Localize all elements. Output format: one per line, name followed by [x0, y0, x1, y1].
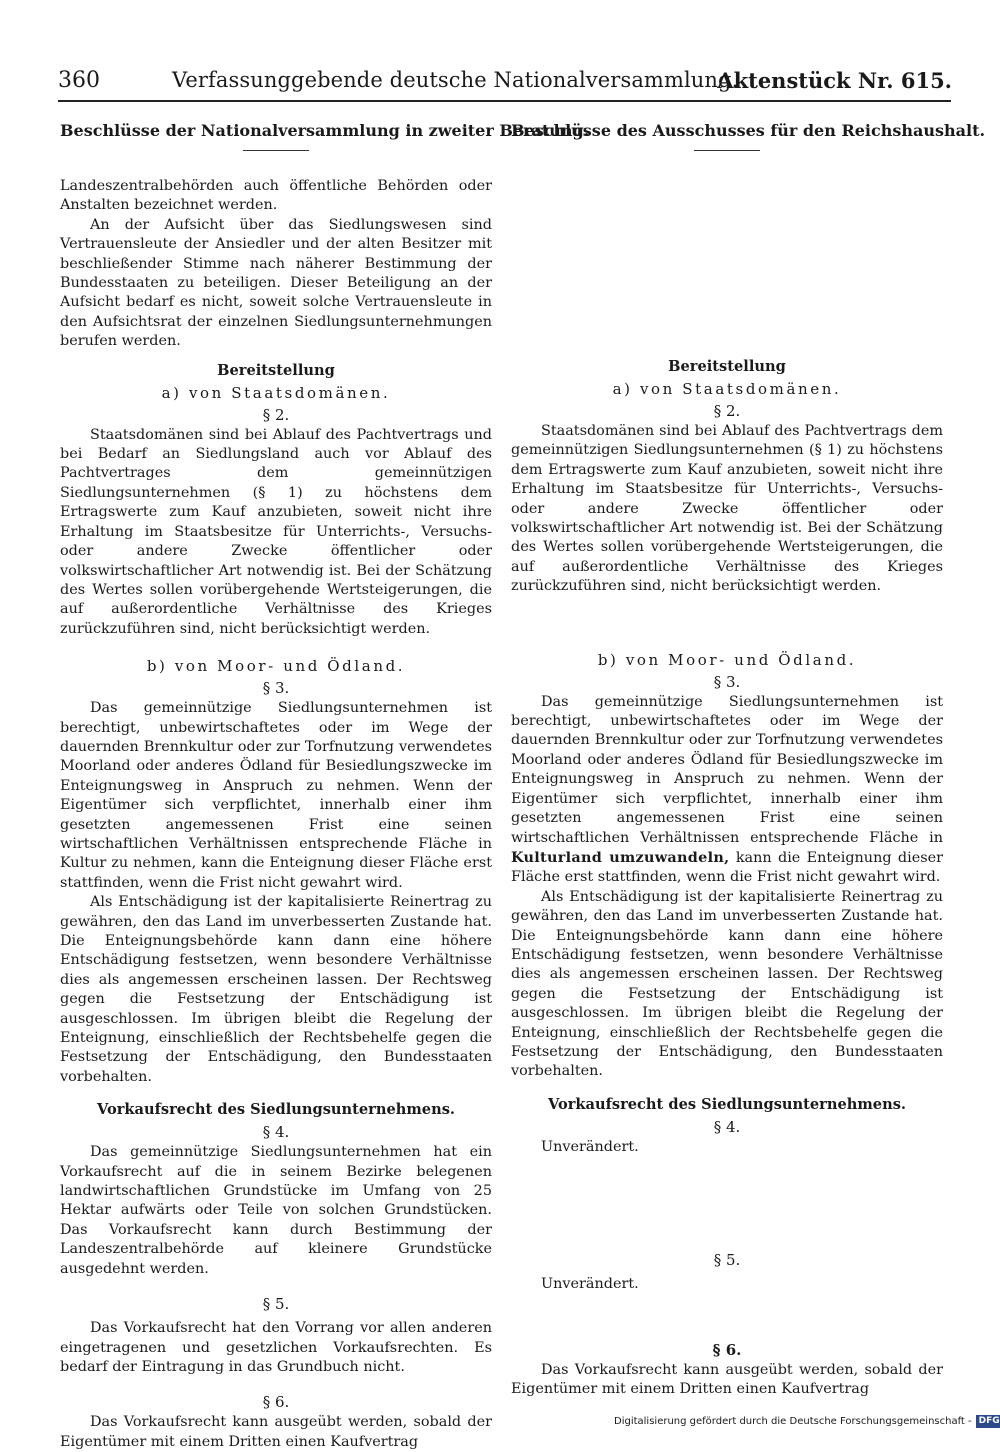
right-heading-bereitstellung: Bereitstellung: [668, 358, 786, 375]
page-header: [58, 64, 952, 98]
right-subheading-staatsdomaenen: a) von Staatsdomänen.: [612, 380, 842, 398]
right-paragraph-3-text-1: Das gemeinnützige Siedlungsunternehmen ist berechtigt, unbewirtschaftetes oder im Wege der dauernden Brennkultur oder zur Torfnutzung verwendetes Moorland oder anderes Ödland für Besiedlungszwecke im Enteignungsweg in Anspruch zu nehmen. Wenn der Eigentümer sich verpflichtet, innerhalb einer ihm gesetzten angemessenen Frist eine seinen wirtschaftlichen Verhältnissen entsprechende Fläche in Kulturland umzuwandeln, kann die Enteignung dieser Fläche erst stattfinden, wenn die Frist nicht gewahrt wird.: [511, 693, 944, 886]
left-paragraph-2-label: § 2.: [262, 405, 290, 424]
left-paragraph-6-label: § 6.: [262, 1393, 290, 1412]
dfg-logo: DFG: [976, 1415, 1000, 1428]
document-reference: Aktenstück Nr. 615.: [717, 68, 952, 93]
digitization-credit: [614, 1413, 1000, 1431]
right-subheading-moorland: b) von Moor- und Ödland.: [597, 650, 857, 669]
right-paragraph-5-text: Unverändert.: [541, 1276, 639, 1293]
right-paragraph-6-text: Das Vorkaufsrecht kann ausgeübt werden, sobald der Eigentümer mit einem Dritten einen Kaufvertrag: [511, 1361, 943, 1397]
right-paragraph-3-text-2: Als Entschädigung ist der kapitalisierte Reinertrag zu gewähren, den das Land im unverbesserten Zustande hat. Die Enteignungsbehörde kann dann eine höhere Entschädigung festsetzen, wenn besondere Verhältnisse dies als angemessen erscheinen lassen. Der Rechtsweg gegen die Festsetzung der Entschädigung ist ausgeschlossen. Im übrigen bleibt die Regelung der Enteignung, einschließlich der Rechtsbehelfe gegen die Festsetzung der Entschädigung, den Bundesstaaten vorbehalten.: [511, 888, 943, 1080]
left-paragraph-3-text-2: Als Entschädigung ist der kapitalisierte Reinertrag zu gewähren, den das Land im unverbesserten Zustande hat. Die Enteignungsbehörde kann dann eine höhere Entschädigung festsetzen, wenn besondere Verhältnisse dies als angemessen erscheinen lassen. Der Rechtsweg gegen die Festsetzung der Entschädigung ist ausgeschlossen. Im übrigen bleibt die Regelung der Enteignung, einschließlich der Rechtsbehelfe gegen die Festsetzung der Entschädigung, den Bundesstaaten vorbehalten.: [60, 894, 492, 1085]
left-paragraph-4-label: § 4.: [262, 1123, 290, 1142]
left-heading-bereitstellung: Bereitstellung: [217, 361, 335, 379]
right-paragraph-3-label: § 3.: [713, 672, 741, 691]
left-subheading-staatsdomaenen: a) von Staatsdomänen.: [161, 383, 391, 402]
right-column-header: Beschlüsse des Ausschusses für den Reichshaushalt.: [511, 121, 986, 140]
credit-text: Digitalisierung gefördert durch die Deutsche Forschungsgemeinschaft -: [614, 1416, 972, 1427]
left-paragraph-5-label: § 5.: [262, 1295, 290, 1314]
left-paragraph-6-text: Das Vorkaufsrecht kann ausgeübt werden, sobald der Eigentümer mit einem Dritten einen Kaufvertrag: [60, 1414, 492, 1450]
right-paragraph-6-label: § 6.: [712, 1340, 742, 1359]
right-paragraph-5-label: § 5.: [713, 1251, 741, 1270]
right-heading-vorkaufsrecht: Vorkaufsrecht des Siedlungsunternehmens.: [548, 1095, 906, 1113]
left-paragraph-4-text: Das gemeinnützige Siedlungsunternehmen hat ein Vorkaufsrecht auf die in seinem Bezirke belegenen landwirtschaftlichen Grundstücke im Umfang von 25 Hektar aufwärts oder Teile von solchen Grundstücken. Das Vorkaufsrecht kann durch Bestimmung der Landeszentralbehörde auf kleinere Grundstücke ausgedehnt werden.: [60, 1144, 492, 1277]
right-paragraph-4-text: Unverändert.: [541, 1138, 639, 1155]
left-paragraph-3-label: § 3.: [262, 679, 290, 698]
right-paragraph-4-label: § 4.: [713, 1117, 741, 1136]
right-paragraph-2-text: Staatsdomänen sind bei Ablauf des Pachtvertrags dem gemeinnützigen Siedlungsunternehmen (§ 1) zu höchstens dem Ertragswerte zum Kauf anzubieten, soweit nicht ihre Erhaltung im Staatsbesitze für Unterrichts-, Versuchs- oder andere Zwecke öffentlicher oder volkswirtschaftlicher Art notwendig ist. Bei der Schätzung des Wertes sollen vorübergehende Wertsteigerungen, die auf außerordentliche Verhältnisse des Krieges zurückzuführen sind, nicht berücksichtigt werden.: [511, 423, 943, 595]
left-intro-continuation: Landeszentralbehörden auch öffentliche Behörden oder Anstalten bezeichnet werden.: [60, 178, 492, 214]
left-subheading-moorland: b) von Moor- und Ödland.: [146, 657, 406, 676]
running-title: Verfassunggebende deutsche Nationalversammlung.: [172, 68, 739, 92]
header-rule: [58, 100, 951, 102]
right-column: [511, 118, 986, 1399]
left-heading-vorkaufsrecht: Vorkaufsrecht des Siedlungsunternehmens.: [97, 1101, 455, 1119]
left-paragraph-5-text: Das Vorkaufsrecht hat den Vorrang vor allen anderen eingetragenen und gesetzlichen Vorkaufsrechten. Es bedarf der Eintragung in das Grundbuch nicht.: [60, 1320, 492, 1375]
left-column-header: Beschlüsse der Nationalversammlung in zweiter Beratung.: [60, 121, 590, 140]
right-paragraph-2-label: § 2.: [713, 402, 741, 420]
left-intro-paragraph: An der Aufsicht über das Siedlungswesen sind Vertrauensleute der Ansiedler und der alten Besitzer mit beschließender Stimme nach näherer Bestimmung der Bundesstaaten zu beteiligen. Dieser Beteiligung an der Aufsicht bedarf es nicht, soweit solche Vertrauensleute in den Aufsichtsrat der einzelnen Siedlungsunternehmungen berufen werden.: [60, 216, 492, 350]
page-number: 360: [58, 68, 100, 93]
left-paragraph-2-text: Staatsdomänen sind bei Ablauf des Pachtvertrags und bei Bedarf an Siedlungsland auch vor Ablauf des Pachtvertrages dem gemeinnützigen Siedlungsunternehmen (§ 1) zu höchstens dem Ertragswerte zum Kauf anzubieten, soweit nicht ihre Erhaltung im Staatsbesitze für Unterrichts-, Versuchs- oder andere Zwecke öffentlicher oder volkswirtschaftlicher Art notwendig ist. Bei der Schätzung des Wertes sollen vorübergehende Wertsteigerungen, die auf außerordentliche Verhältnisse des Krieges zurückzuführen sind, nicht berücksichtigt werden.: [60, 426, 492, 637]
emphasized-amendment: Kulturland umzuwandeln,: [511, 848, 730, 866]
left-paragraph-3-text-1: Das gemeinnützige Siedlungsunternehmen ist berechtigt, unbewirtschaftetes oder im Wege der dauernden Brennkultur oder zur Torfnutzung verwendetes Moorland oder anderes Ödland für Besiedlungszwecke im Enteignungsweg in Anspruch zu nehmen. Wenn der Eigentümer sich verpflichtet, innerhalb einer ihm gesetzten angemessenen Frist eine seinen wirtschaftlichen Verhältnissen entsprechende Fläche in Kultur zu nehmen, kann die Enteignung dieser Fläche erst stattfinden, wenn die Frist nicht gewahrt wird.: [60, 700, 492, 891]
